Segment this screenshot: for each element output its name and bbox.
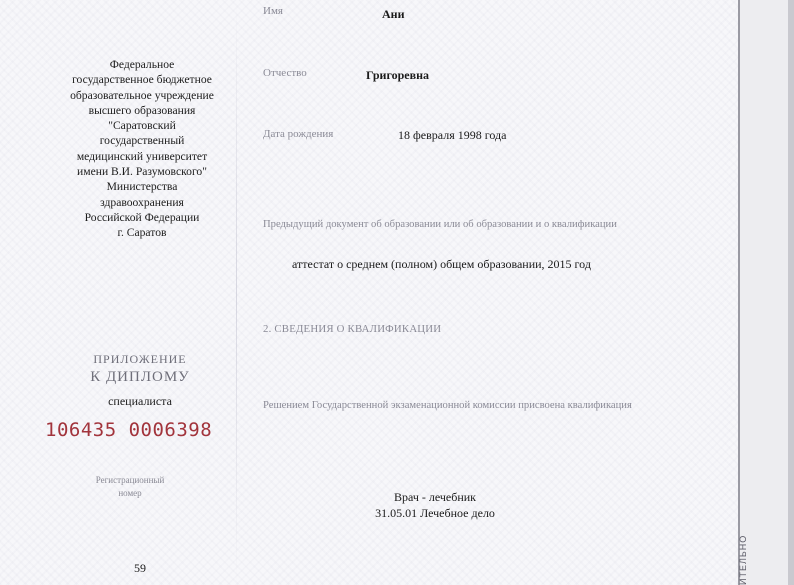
- patronymic-label: Отчество: [263, 67, 307, 79]
- patronymic-value: Григоревна: [366, 68, 430, 82]
- specialty-code-value: 31.05.01 Лечебное дело: [375, 506, 495, 520]
- edge-vertical-text: ИТЕЛЬНО: [738, 534, 748, 585]
- diploma-type: специалиста: [108, 394, 172, 408]
- org-line: здравоохранения: [100, 195, 184, 209]
- registration-label-line1: Регистрационный: [95, 475, 165, 485]
- org-line: Федеральное: [109, 58, 175, 71]
- first-name-label: Имя: [263, 5, 283, 17]
- birth-date-label: Дата рождения: [263, 128, 334, 140]
- org-line: Российской Федерации: [84, 210, 200, 224]
- qualification-section-title: 2. СВЕДЕНИЯ О КВАЛИФИКАЦИИ: [263, 323, 442, 335]
- org-line: Министерства: [106, 180, 178, 194]
- registration-label-line2: номер: [118, 488, 142, 498]
- registration-number: 59: [134, 561, 146, 575]
- next-page-edge: [738, 0, 794, 585]
- registration-label: [80, 474, 180, 500]
- coat-of-arms-icon: [105, 0, 145, 12]
- qualification-label: Решением Государственной экзаменационной комиссии присвоена квалификация: [263, 400, 632, 411]
- org-line: имени В.И. Разумовского": [77, 165, 207, 179]
- page-edge-shadow: [788, 0, 794, 585]
- previous-document-label: Предыдущий документ об образовании или об образовании и о квалификации: [263, 219, 617, 230]
- org-line: высшего образования: [88, 103, 196, 117]
- org-line: "Саратовский: [108, 119, 176, 133]
- first-name-value: Ани: [382, 7, 405, 21]
- appendix-title: ПРИЛОЖЕНИЕ: [93, 352, 187, 366]
- org-line: государственное бюджетное: [72, 73, 212, 87]
- appendix-subtitle: К ДИПЛОМУ: [90, 369, 190, 385]
- serial-number: 106435 0006398: [45, 419, 213, 441]
- org-line: образовательное учреждение: [70, 88, 214, 102]
- previous-document-value: аттестат о среднем (полном) общем образовании, 2015 год: [292, 257, 591, 271]
- org-line: г. Саратов: [117, 226, 167, 240]
- org-line: государственный: [99, 134, 185, 148]
- qualification-value: Врач - лечебник: [393, 490, 477, 504]
- issuing-organization: [46, 57, 238, 241]
- birth-date-value: 18 февраля 1998 года: [398, 128, 507, 142]
- page-edge-line: [738, 0, 740, 585]
- org-line: медицинский университет: [76, 149, 208, 163]
